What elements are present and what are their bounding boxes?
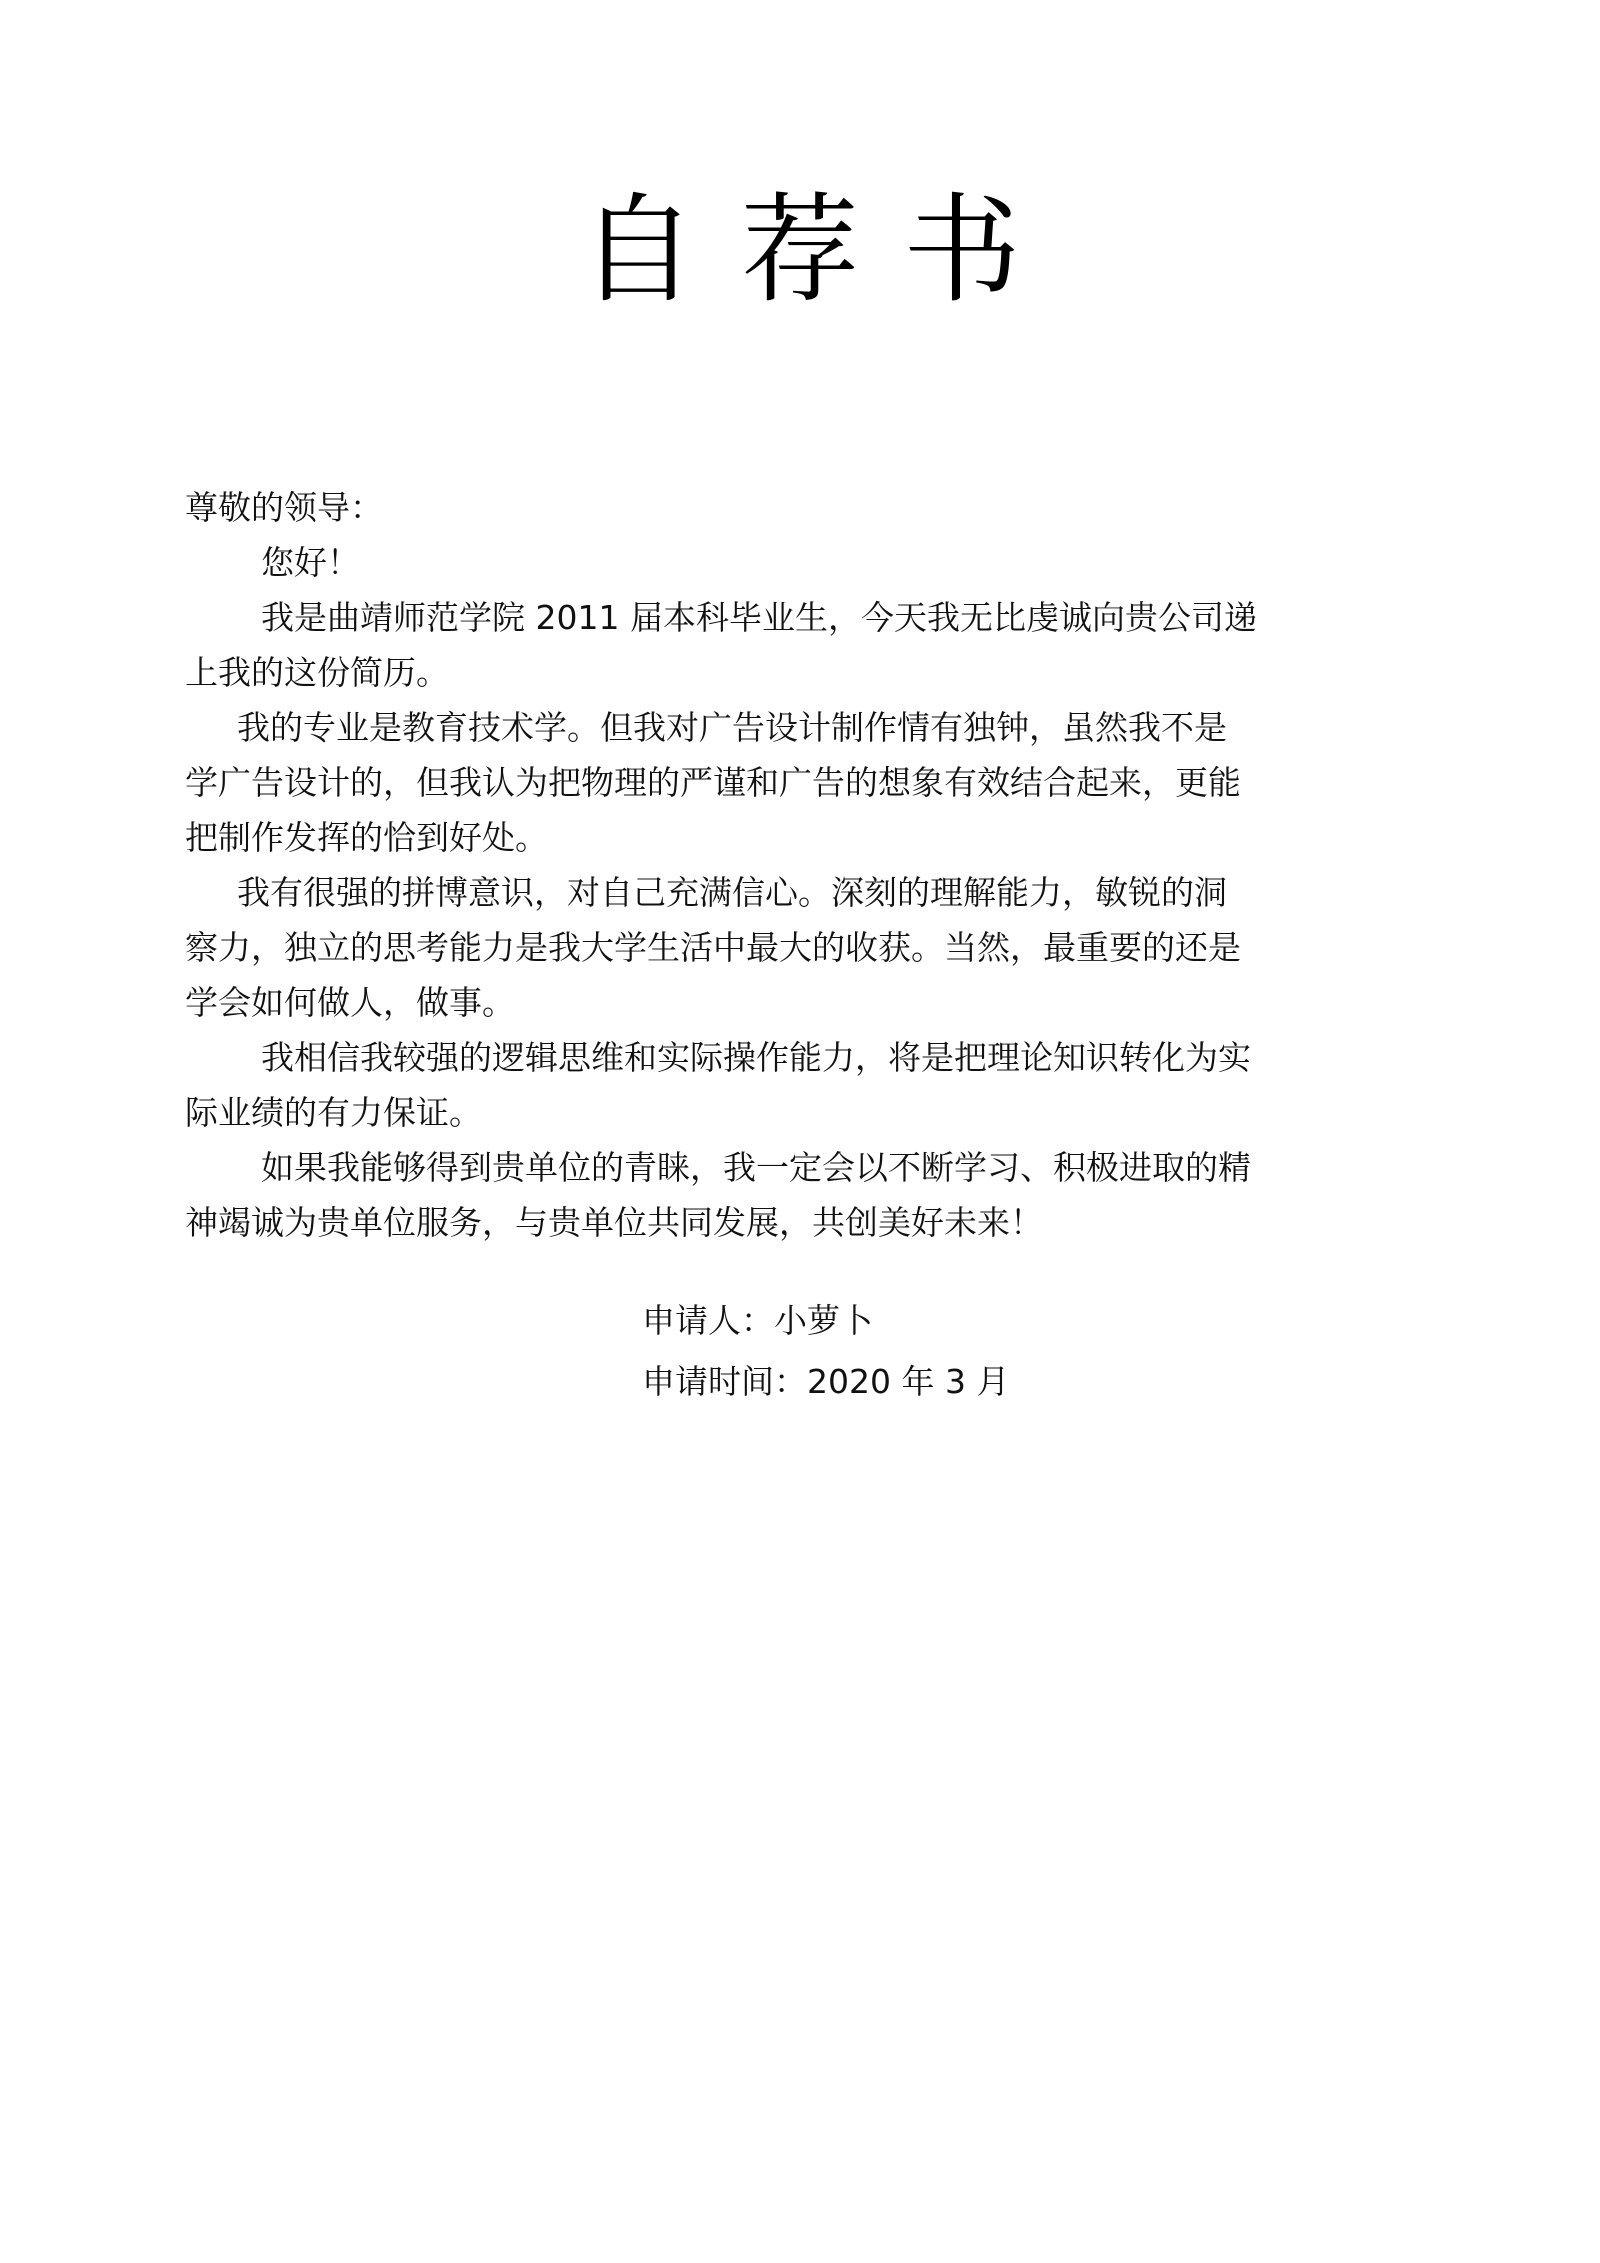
greeting: 尊敬的领导： — [185, 488, 383, 527]
paragraph-1 — [185, 590, 1403, 700]
paragraph-2 — [185, 700, 1403, 865]
paragraph-3 — [185, 865, 1403, 1030]
paragraph-4 — [185, 1030, 1403, 1140]
letter-body — [185, 480, 1403, 1250]
date-line: 申请时间：2020 年 3 月 — [642, 1362, 1010, 1401]
signature-block — [642, 1290, 1009, 1412]
paragraph-line: 神竭诚为贵单位服务，与贵单位共同发展，共创美好未来！ — [185, 1203, 1043, 1242]
paragraph-line: 学广告设计的，但我认为把物理的严谨和广告的想象有效结合起来，更能 — [185, 763, 1241, 802]
paragraph-line: 学会如何做人，做事。 — [185, 983, 515, 1022]
applicant-line: 申请人：小萝卜 — [642, 1301, 873, 1340]
paragraph-line: 我有很强的拼博意识，对自己充满信心。深刻的理解能力，敏锐的洞 — [237, 873, 1227, 912]
paragraph-line: 际业绩的有力保证。 — [185, 1093, 482, 1132]
paragraph-line: 察力，独立的思考能力是我大学生活中最大的收获。当然，最重要的还是 — [185, 928, 1241, 967]
paragraph-line: 把制作发挥的恰到好处。 — [185, 818, 548, 857]
paragraph-5 — [185, 1140, 1403, 1250]
document-title: 自荐书 — [578, 181, 1065, 319]
paragraph-line: 如果我能够得到贵单位的青睐，我一定会以不断学习、积极进取的精 — [261, 1148, 1251, 1187]
paragraph-line: 我是曲靖师范学院 2011 届本科毕业生，今天我无比虔诚向贵公司递 — [261, 598, 1257, 637]
paragraph-line: 我相信我较强的逻辑思维和实际操作能力，将是把理论知识转化为实 — [261, 1038, 1251, 1077]
hello-line: 您好！ — [261, 543, 360, 582]
paragraph-line: 我的专业是教育技术学。但我对广告设计制作情有独钟，虽然我不是 — [237, 708, 1227, 747]
paragraph-line: 上我的这份简历。 — [185, 653, 449, 692]
